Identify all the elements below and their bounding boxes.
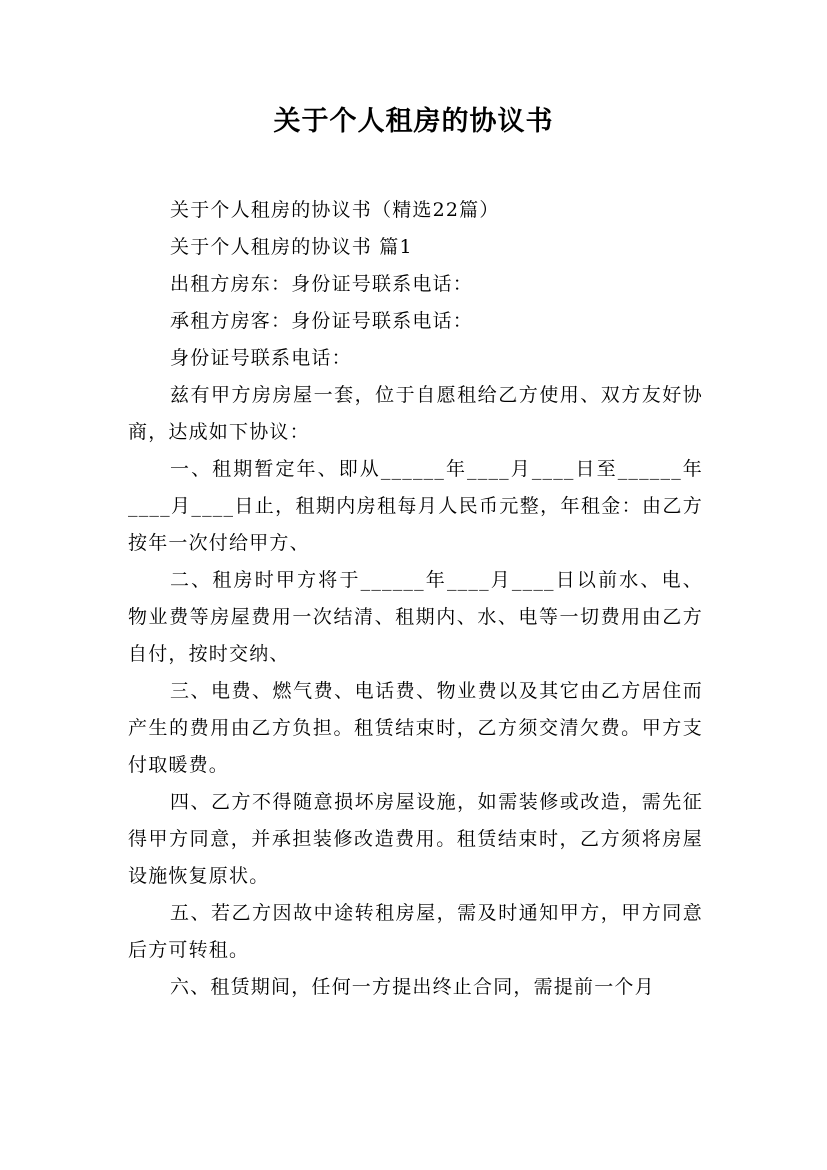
paragraph-clause-6: 六、租赁期间，任何一方提出终止合同，需提前一个月 [170,976,655,998]
paragraph-lessee: 承租方房客：身份证号联系电话： [170,310,474,332]
paragraph-clause-1: 一、租期暂定年、即从______年____月____日至______年____月____日止，租期内房租每月人民币元整，年租金：由乙方按年一次付给甲方、 [128,458,703,554]
paragraph-intro: 兹有甲方房房屋一套，位于自愿租给乙方使用、双方友好协商，达成如下协议： [128,384,703,443]
paragraph-lessor: 出租方房东：身份证号联系电话： [170,273,474,295]
paragraph-clause-4: 四、乙方不得随意损坏房屋设施，如需装修或改造，需先征得甲方同意，并承担装修改造费用。租赁结束时，乙方须将房屋设施恢复原状。 [128,791,703,887]
paragraph-clause-2: 二、租房时甲方将于______年____月____日以前水、电、物业费等房屋费用一次结清、租期内、水、电等一切费用由乙方自付，按时交纳、 [128,569,703,665]
paragraph-subtitle: 关于个人租房的协议书（精选22篇） [170,199,500,221]
paragraph-clause-3: 三、电费、燃气费、电话费、物业费以及其它由乙方居住而产生的费用由乙方负担。租赁结束时，乙方须交清欠费。甲方支付取暖费。 [128,680,703,776]
document-title: 关于个人租房的协议书 [273,106,554,137]
paragraph-id-phone: 身份证号联系电话： [170,347,352,369]
paragraph-section-heading: 关于个人租房的协议书 篇1 [170,236,413,258]
paragraph-clause-5: 五、若乙方因故中途转租房屋，需及时通知甲方，甲方同意后方可转租。 [128,902,703,961]
document-body [128,192,703,1006]
